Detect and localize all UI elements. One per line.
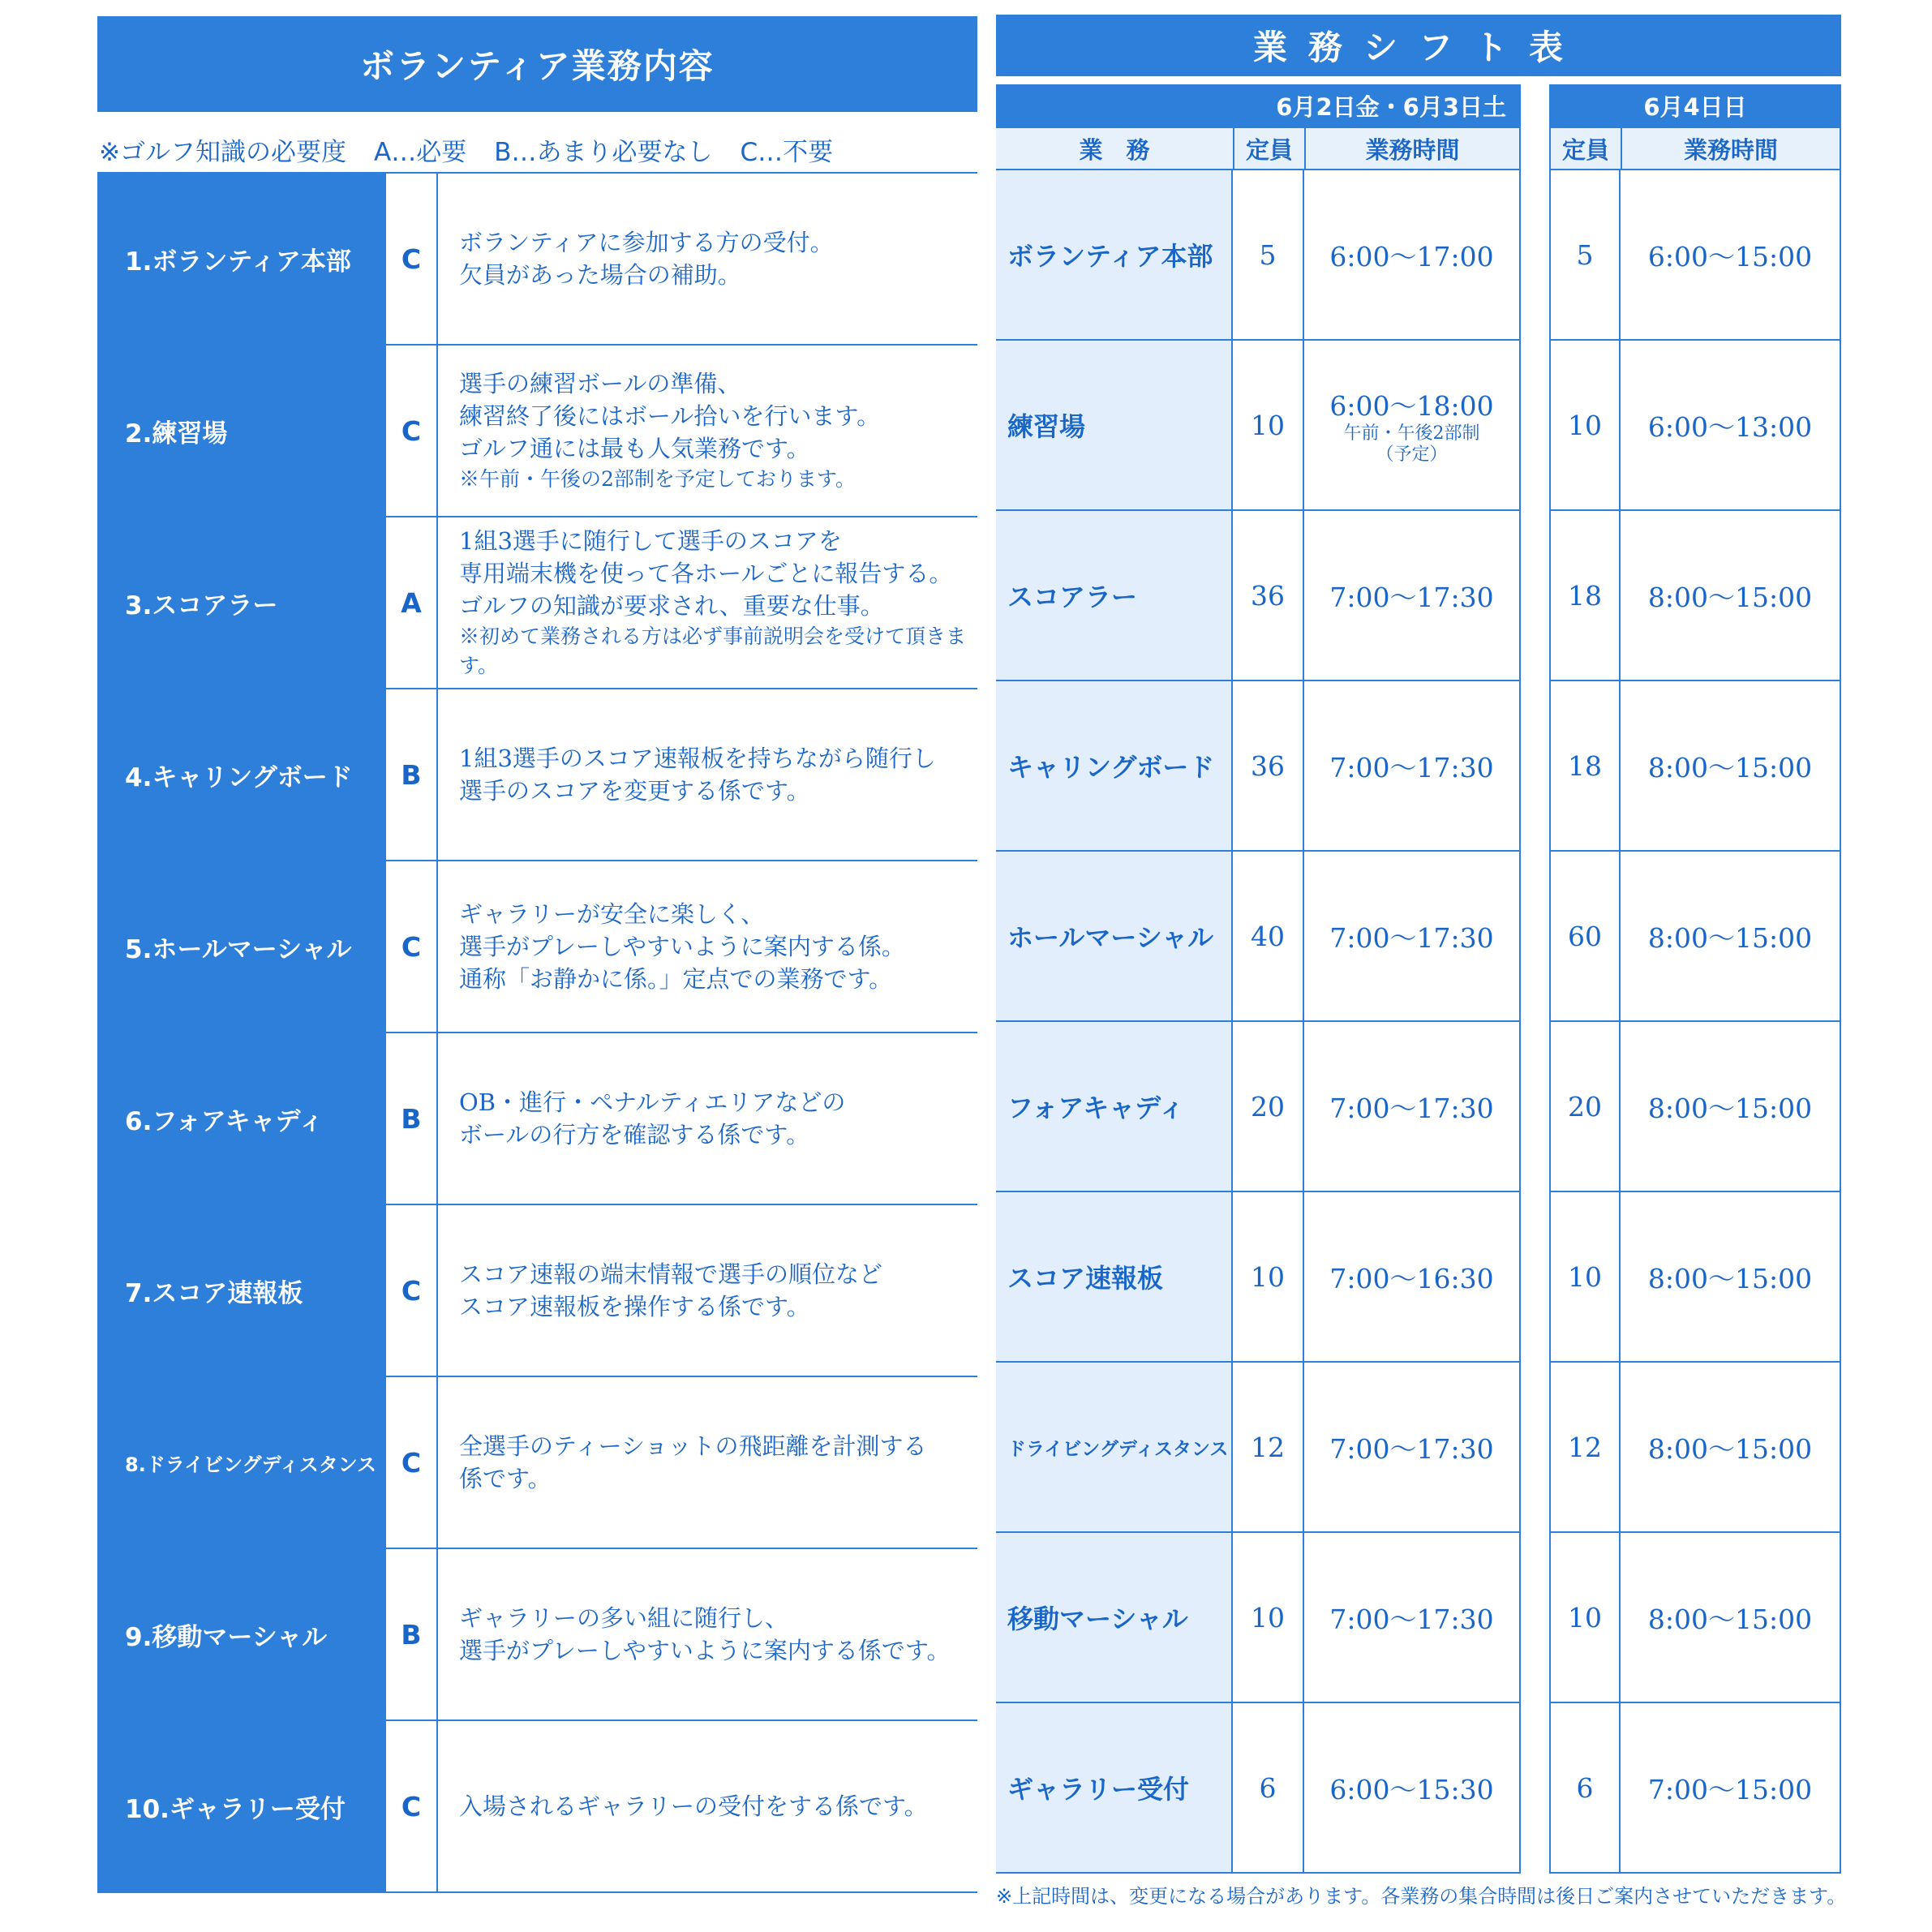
capacity-2: 5	[1549, 170, 1621, 341]
knowledge-grade: C	[386, 174, 438, 344]
duty-description	[438, 689, 977, 860]
shift-row	[996, 170, 1841, 341]
legend-a: A…必要	[373, 137, 467, 167]
shift-task-name: キャリングボード	[996, 681, 1233, 852]
capacity-2: 10	[1549, 341, 1621, 511]
knowledge-grade: A	[386, 517, 438, 688]
date-header-jun2-3: 6月2日金・6月3日土	[996, 84, 1521, 127]
knowledge-grade: C	[386, 346, 438, 516]
legend-prefix: ※ゴルフ知識の必要度	[99, 137, 346, 167]
shift-row	[996, 1363, 1841, 1533]
capacity-1: 6	[1233, 1703, 1304, 1874]
description-line: 1組3選手のスコア速報板を持ちながら随行し	[459, 745, 936, 772]
duty-description	[438, 1721, 977, 1891]
time-cell-1	[1304, 1363, 1521, 1533]
time-cell-1	[1304, 1703, 1521, 1874]
duty-description	[438, 517, 977, 688]
time-range-2: 8:00〜15:00	[1621, 1192, 1841, 1363]
shift-task-name: ギャラリー受付	[996, 1703, 1233, 1874]
header-capacity-1: 定員	[1233, 127, 1304, 170]
capacity-2: 6	[1549, 1703, 1621, 1874]
time-range-2: 6:00〜15:00	[1621, 170, 1841, 341]
duty-name: 1.ボランティア本部	[97, 174, 386, 344]
capacity-2: 60	[1549, 852, 1621, 1022]
duties-table	[97, 172, 977, 1893]
time-cell-1	[1304, 341, 1521, 511]
time-range-2: 8:00〜15:00	[1621, 852, 1841, 1022]
description-line: 選手がプレーしやすいように案内する係です。	[459, 1637, 951, 1664]
description-line: スコア速報の端末情報で選手の順位など	[459, 1260, 883, 1288]
duty-description	[438, 861, 977, 1032]
duty-name: 9.移動マーシャル	[97, 1549, 386, 1719]
duty-row	[97, 1548, 977, 1719]
description-line: 練習終了後にはボール拾いを行います。	[459, 402, 881, 430]
description-line: 欠員があった場合の補助。	[459, 261, 741, 289]
time-range-1: 7:00〜17:30	[1329, 1603, 1494, 1635]
time-range-2: 6:00〜13:00	[1621, 341, 1841, 511]
description-line: 選手の練習ボールの準備、	[459, 370, 741, 397]
legend-c: C…不要	[740, 137, 834, 167]
description-note: ※初めて業務される方は必ず事前説明会を受けて頂きます。	[459, 625, 967, 677]
description-line: スコア速報板を操作する係です。	[459, 1293, 810, 1320]
knowledge-grade: B	[386, 1033, 438, 1204]
description-line: 全選手のティーショットの飛距離を計測する	[459, 1432, 927, 1460]
duty-row	[97, 860, 977, 1032]
capacity-1: 5	[1233, 170, 1304, 341]
time-range-2: 8:00〜15:00	[1621, 1022, 1841, 1192]
capacity-1: 40	[1233, 852, 1304, 1022]
duty-name: 6.フォアキャディ	[97, 1033, 386, 1204]
time-range-1: 7:00〜17:30	[1329, 1092, 1494, 1124]
duty-name: 10.ギャラリー受付	[97, 1721, 386, 1891]
description-line: 係です。	[459, 1465, 552, 1492]
description-line: ゴルフ通には最も人気業務です。	[459, 435, 810, 462]
time-range-1: 7:00〜17:30	[1329, 921, 1494, 954]
duty-name: 8.ドライビングディスタンス	[97, 1377, 386, 1548]
shift-row	[996, 1022, 1841, 1192]
shift-task-name: ボランティア本部	[996, 170, 1233, 341]
description-note: ※午前・午後の2部制を予定しております。	[459, 467, 856, 491]
capacity-2: 10	[1549, 1192, 1621, 1363]
time-cell-1	[1304, 170, 1521, 341]
duty-description	[438, 346, 977, 516]
description-line: 通称「お静かに係。」定点での業務です。	[459, 965, 893, 993]
duty-description	[438, 1205, 977, 1376]
description-line: 選手がプレーしやすいように案内する係。	[459, 933, 905, 960]
duty-description	[438, 1033, 977, 1204]
shift-table-title: 業務シフト表	[996, 15, 1841, 76]
time-range-1: 7:00〜17:30	[1329, 581, 1494, 613]
time-range-1: 6:00〜15:30	[1329, 1773, 1494, 1805]
shift-row	[996, 1703, 1841, 1874]
knowledge-grade: B	[386, 689, 438, 860]
duty-row	[97, 1204, 977, 1376]
shift-row	[996, 1192, 1841, 1363]
header-time-2: 業務時間	[1621, 127, 1841, 170]
description-line: 1組3選手に随行して選手のスコアを	[459, 527, 842, 555]
capacity-2: 10	[1549, 1533, 1621, 1703]
header-time-1: 業務時間	[1304, 127, 1521, 170]
capacity-2: 12	[1549, 1363, 1621, 1533]
time-cell-1	[1304, 852, 1521, 1022]
duty-row	[97, 1719, 977, 1893]
shift-row	[996, 852, 1841, 1022]
knowledge-grade: C	[386, 861, 438, 1032]
duty-name: 4.キャリングボード	[97, 689, 386, 860]
time-range-1: 7:00〜17:30	[1329, 751, 1494, 784]
time-note: 午前・午後2部制（予定）	[1343, 423, 1480, 465]
time-range-1: 7:00〜17:30	[1329, 1432, 1494, 1465]
duty-row	[97, 1376, 977, 1548]
time-cell-1	[1304, 1022, 1521, 1192]
time-range-1: 6:00〜18:00	[1329, 389, 1494, 422]
capacity-1: 36	[1233, 681, 1304, 852]
time-cell-1	[1304, 1192, 1521, 1363]
capacity-1: 12	[1233, 1363, 1304, 1533]
duty-row	[97, 344, 977, 516]
legend-b: B…あまり必要なし	[494, 137, 713, 167]
capacity-2: 18	[1549, 681, 1621, 852]
duty-description	[438, 1377, 977, 1548]
shift-task-name: 練習場	[996, 341, 1233, 511]
shift-row	[996, 681, 1841, 852]
header-capacity-2: 定員	[1549, 127, 1621, 170]
shift-task-name: スコアラー	[996, 511, 1233, 681]
knowledge-grade: C	[386, 1721, 438, 1891]
time-range-2: 7:00〜15:00	[1621, 1703, 1841, 1874]
description-line: 選手のスコアを変更する係です。	[459, 777, 810, 805]
duty-row	[97, 172, 977, 344]
knowledge-legend	[99, 130, 983, 169]
shift-task-name: スコア速報板	[996, 1192, 1233, 1363]
capacity-1: 36	[1233, 511, 1304, 681]
time-range-2: 8:00〜15:00	[1621, 1363, 1841, 1533]
shift-task-name: ドライビングディスタンス	[996, 1363, 1233, 1533]
time-range-2: 8:00〜15:00	[1621, 1533, 1841, 1703]
shift-row	[996, 341, 1841, 511]
description-line: ボランティアに参加する方の受付。	[459, 229, 834, 256]
description-line: ギャラリーの多い組に随行し、	[459, 1604, 789, 1632]
duty-name: 7.スコア速報板	[97, 1205, 386, 1376]
knowledge-grade: B	[386, 1549, 438, 1719]
duty-name: 3.スコアラー	[97, 517, 386, 688]
shift-row	[996, 1533, 1841, 1703]
description-line: 専用端末機を使って各ホールごとに報告する。	[459, 560, 953, 587]
shift-row	[996, 511, 1841, 681]
description-line: 入場されるギャラリーの受付をする係です。	[459, 1792, 928, 1820]
description-line: ボールの行方を確認する係です。	[459, 1121, 810, 1148]
shift-task-name: 移動マーシャル	[996, 1533, 1233, 1703]
capacity-1: 10	[1233, 341, 1304, 511]
shift-table	[996, 170, 1841, 1874]
description-line: OB・進行・ペナルティエリアなどの	[459, 1088, 846, 1116]
duty-name: 5.ホールマーシャル	[97, 861, 386, 1032]
shift-task-name: ホールマーシャル	[996, 852, 1233, 1022]
time-cell-1	[1304, 681, 1521, 852]
date-header-jun4: 6月4日日	[1549, 84, 1841, 127]
capacity-1: 20	[1233, 1022, 1304, 1192]
header-task: 業 務	[996, 127, 1233, 170]
description-line: ギャラリーが安全に楽しく、	[459, 900, 765, 928]
duty-row	[97, 1032, 977, 1204]
description-line: ゴルフの知識が要求され、重要な仕事。	[459, 592, 884, 620]
volunteer-duties-title: ボランティア業務内容	[97, 16, 977, 112]
capacity-2: 20	[1549, 1022, 1621, 1192]
time-range-2: 8:00〜15:00	[1621, 511, 1841, 681]
duty-description	[438, 174, 977, 344]
time-range-2: 8:00〜15:00	[1621, 681, 1841, 852]
capacity-2: 18	[1549, 511, 1621, 681]
time-cell-1	[1304, 511, 1521, 681]
knowledge-grade: C	[386, 1205, 438, 1376]
capacity-1: 10	[1233, 1533, 1304, 1703]
duty-row	[97, 688, 977, 860]
duty-row	[97, 516, 977, 688]
footnote: ※上記時間は、変更になる場合があります。各業務の集合時間は後日ご案内させていただきます。	[996, 1885, 1847, 1908]
time-cell-1	[1304, 1533, 1521, 1703]
time-range-1: 7:00〜16:30	[1329, 1262, 1494, 1294]
duty-description	[438, 1549, 977, 1719]
duty-name: 2.練習場	[97, 346, 386, 516]
knowledge-grade: C	[386, 1377, 438, 1548]
shift-task-name: フォアキャディ	[996, 1022, 1233, 1192]
time-range-1: 6:00〜17:00	[1329, 240, 1494, 273]
capacity-1: 10	[1233, 1192, 1304, 1363]
